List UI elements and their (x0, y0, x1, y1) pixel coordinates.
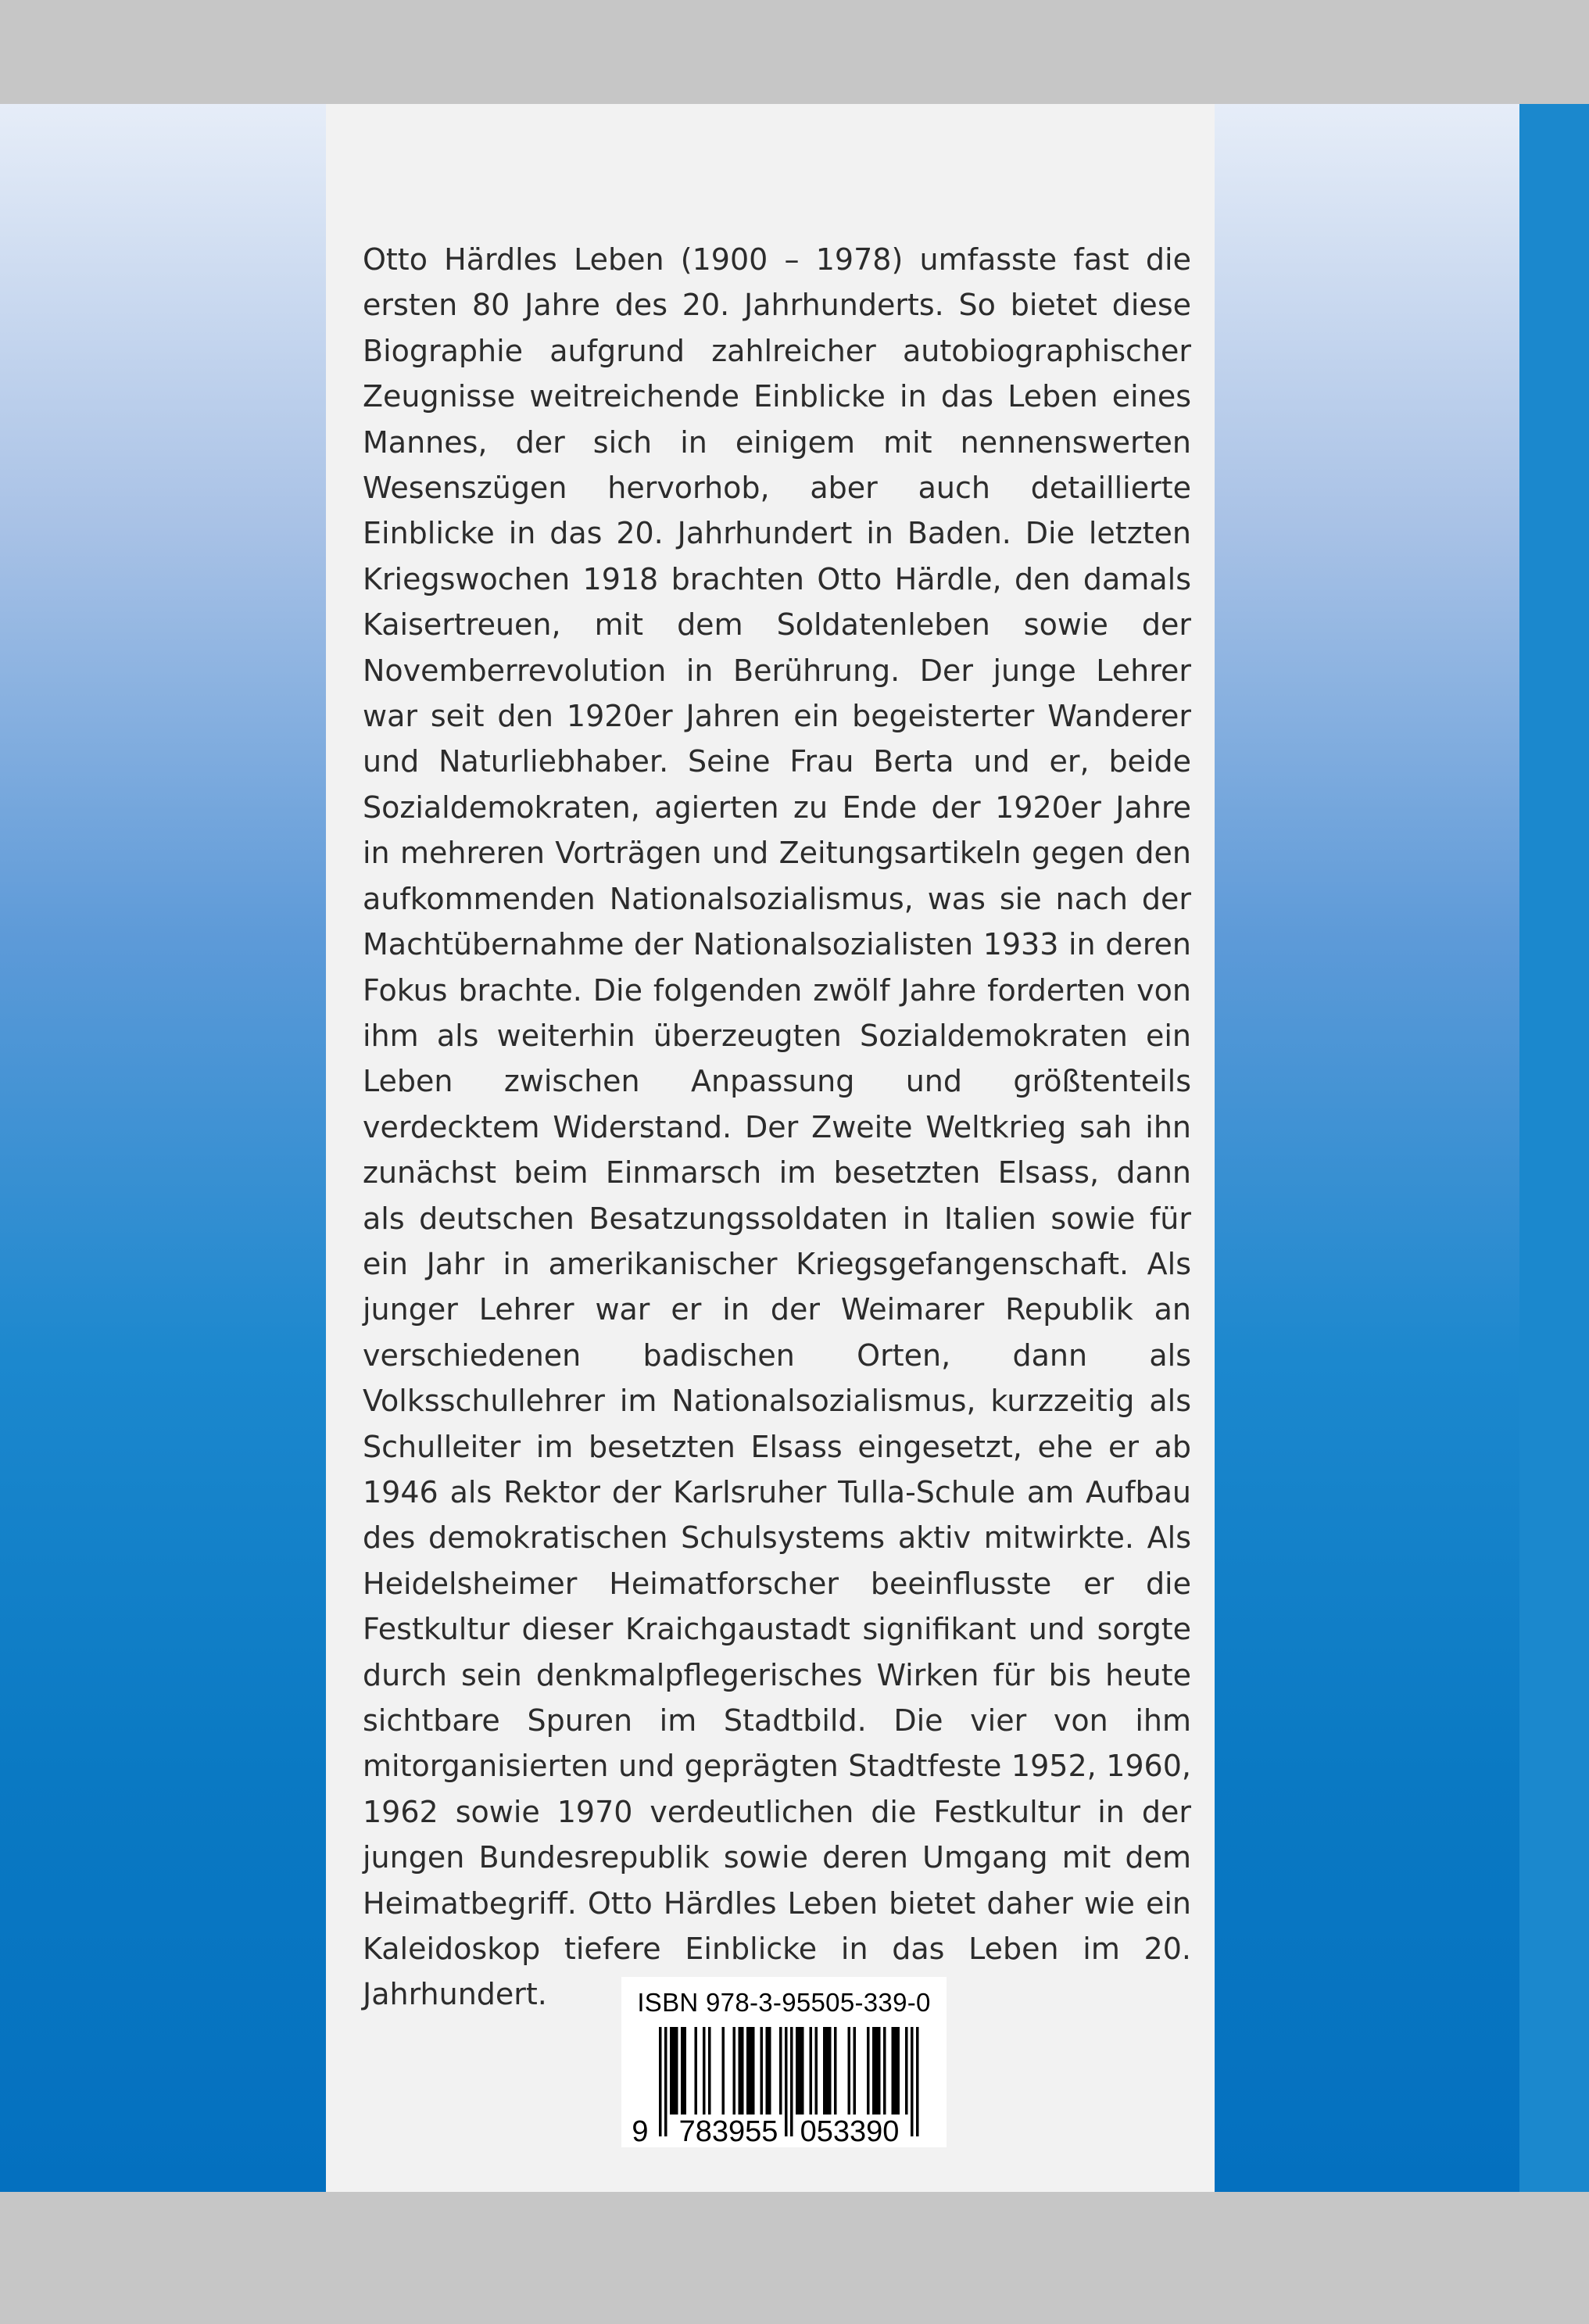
barcode-bar (768, 2027, 771, 2115)
barcode-bar (810, 2027, 813, 2115)
barcode-left-digits: 783955 (678, 2115, 778, 2147)
barcode-bar (670, 2027, 673, 2115)
barcode-bar (746, 2027, 750, 2115)
barcode-bar (708, 2027, 711, 2115)
barcode-bar (790, 2027, 793, 2136)
barcode-bar (894, 2027, 897, 2115)
barcode-bar (854, 2027, 857, 2115)
barcode-bar (826, 2027, 829, 2115)
barcode-bar (799, 2027, 802, 2115)
barcode-bar (872, 2027, 875, 2115)
barcode-right-digits: 053390 (800, 2115, 900, 2147)
barcode-bar (828, 2027, 832, 2115)
barcode-bar (905, 2027, 908, 2115)
barcode-bar (916, 2027, 919, 2136)
barcode-bar (675, 2027, 678, 2115)
barcode-bar (911, 2027, 914, 2136)
barcode-bar (722, 2027, 725, 2115)
back-cover (0, 104, 1589, 2192)
text-panel (326, 104, 1215, 2192)
barcode-bar (766, 2027, 769, 2115)
barcode-bar (779, 2027, 782, 2115)
barcode-bar (867, 2027, 870, 2115)
barcode-bar (834, 2027, 837, 2115)
barcode-bar (681, 2027, 684, 2115)
barcode-bar (752, 2027, 755, 2115)
barcode-bar (761, 2027, 764, 2115)
isbn-label: ISBN 978-3-95505-339-0 (637, 1988, 931, 2017)
barcode-bar (848, 2027, 851, 2115)
barcode-graphic (621, 2024, 947, 2147)
barcode-bar (815, 2027, 818, 2115)
barcode-bar (659, 2027, 662, 2136)
spine-strip (1519, 104, 1589, 2192)
barcode-bar (875, 2027, 879, 2115)
barcode-bar (739, 2027, 742, 2115)
isbn-barcode-box (621, 1977, 947, 2147)
barcode-bar (703, 2027, 706, 2115)
barcode-bar (823, 2027, 826, 2115)
barcode-bar (750, 2027, 753, 2115)
barcode-bar (785, 2027, 788, 2136)
blurb-text: Otto Härdles Leben (1900 – 1978) umfasste fast die ersten 80 Jahre des 20. Jahrhunderts. So bietet diese Biographie aufgrund zahlreicher autobiographischer Zeugnisse weitreichende Einblicke in das Leben eines Mannes, der sich in einigem mit nennenswerten Wesenszügen hervorhob, aber auch detaillierte Einblicke in das 20. Jahrhundert in Baden. Die letzten Kriegswochen 1918 brachten Otto Härdle, den damals Kaisertreuen, mit dem Soldatenleben sowie der Novemberrevolution in Berührung. Der junge Lehrer war seit den 1920er Jahren ein begeisterter Wanderer und Naturliebhaber. Seine Frau Berta und er, beide Sozialdemokraten, agierten zu Ende der 1920er Jahre in mehreren Vorträgen und Zeitungsartikeln gegen den aufkommenden Nationalsozialismus, was sie nach der Machtübernahme der Nationalsozialisten 1933 in deren Fokus brachte. Die folgenden zwölf Jahre forderten von ihm als weiterhin überzeugten Sozialdemokraten ein Leben zwischen Anpassung und größtenteils verdecktem Widerstand. Der Zweite Weltkrieg sah ihn zunächst beim Einmarsch im besetzten Elsass, dann als deutschen Besatzungssoldaten in Italien sowie für ein Jahr in amerikanischer Kriegsgefangenschaft. Als junger Lehrer war er in der Weimarer Republik an verschiedenen badischen Orten, dann als Volksschullehrer im Nationalsozialismus, kurzzeitig als Schulleiter im besetzten Elsass eingesetzt, ehe er ab 1946 als Rektor der Karlsruher Tulla-Schule am Aufbau des demokratischen Schulsystems aktiv mitwirkte. Als Heidelsheimer Heimatforscher beeinflusste er die Festkultur dieser Kraichgaustadt signifikant und sorgte durch sein denkmalpflegerisches Wirken für bis heute sichtbare Spuren im Stadtbild. Die vier von ihm mitorganisierten und geprägten Stadtfeste 1952, 1960, 1962 sowie 1970 verdeutlichen die Festkultur in der jungen Bundesrepublik sowie deren Umgang mit dem Heimatbegriff. Otto Härdles Leben bietet daher wie ein Kaleidoskop tiefere Einblicke in das Leben im 20. Jahrhundert. (363, 242, 1191, 2012)
barcode-bar (897, 2027, 900, 2115)
barcode-bar (883, 2027, 886, 2115)
barcode-bar (892, 2027, 895, 2115)
barcode-bar (878, 2027, 881, 2115)
barcode-bar (695, 2027, 698, 2115)
barcode-bar (733, 2027, 736, 2115)
barcode-first-digit: 9 (632, 2115, 649, 2147)
barcode-bar (684, 2027, 687, 2115)
barcode-bar (664, 2027, 667, 2136)
barcode-bar (801, 2027, 804, 2115)
barcode-bar (673, 2027, 676, 2115)
barcode-bar (741, 2027, 744, 2115)
barcode-bar (796, 2027, 799, 2115)
